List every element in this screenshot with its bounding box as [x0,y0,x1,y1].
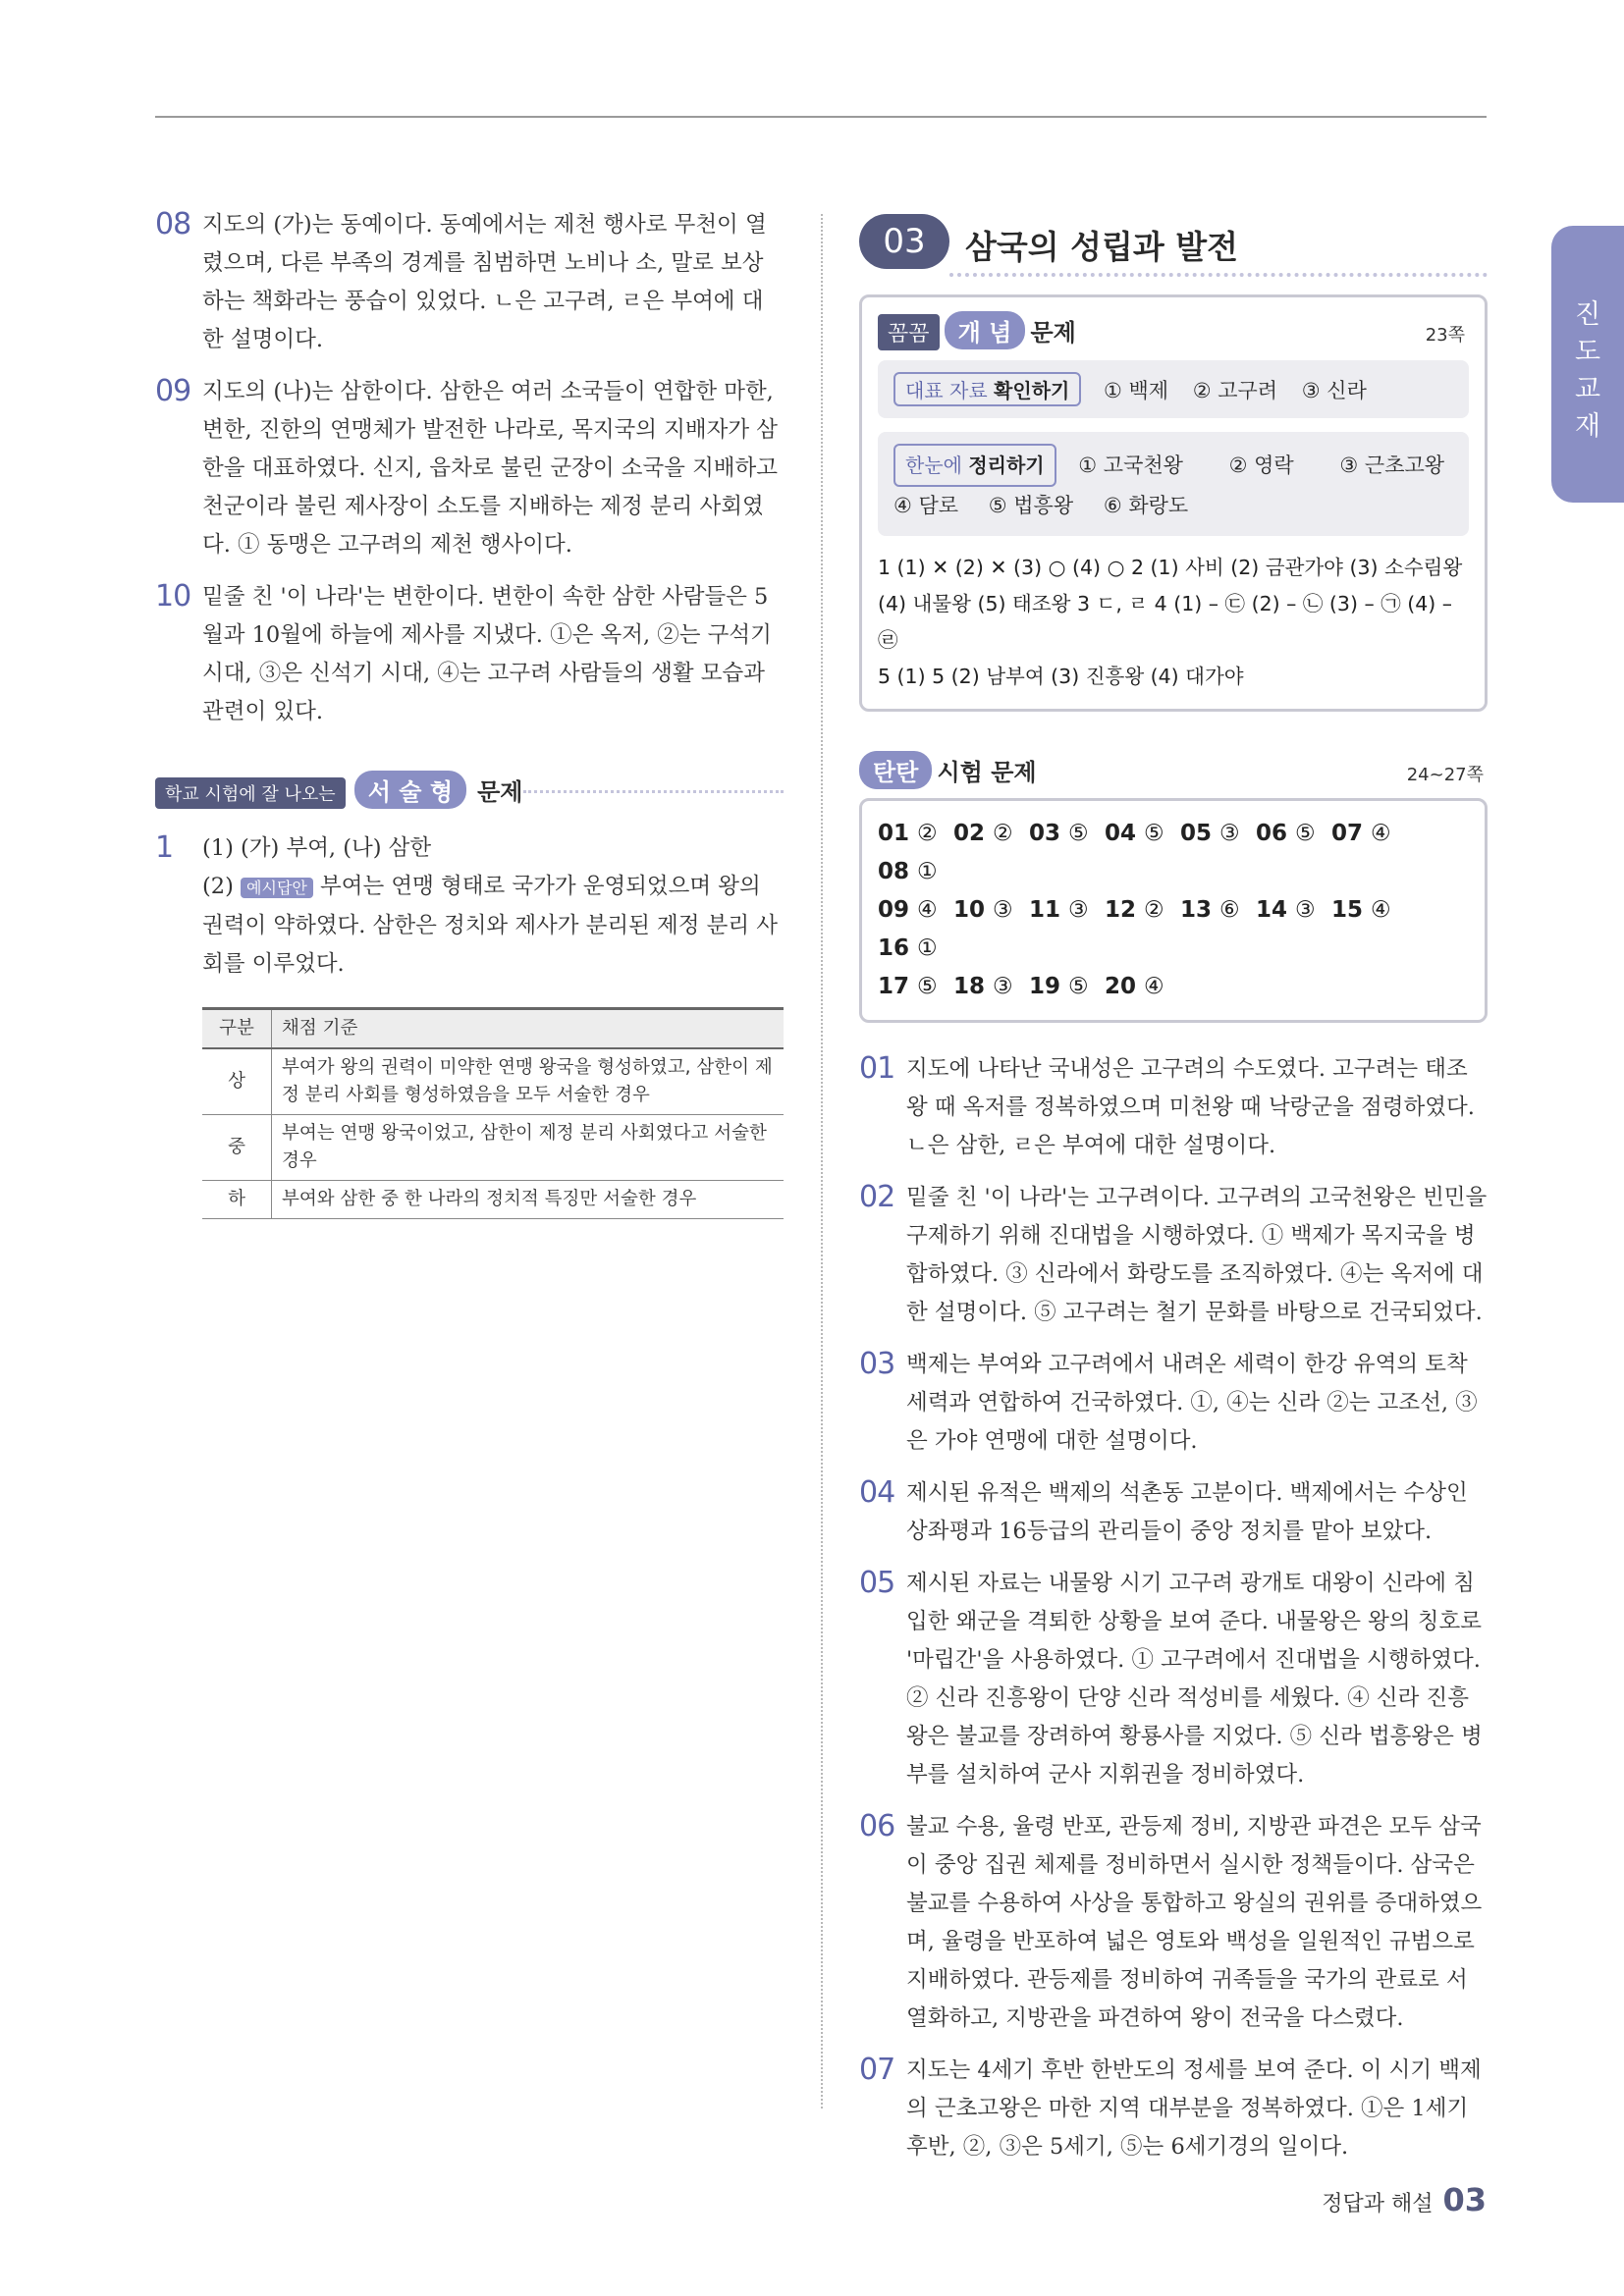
table-header: 구분 [202,1009,272,1049]
question-text: 지도는 4세기 후반 한반도의 정세를 보여 준다. 이 시기 백제의 근초고왕은 마한 지역 대부분을 정복하였다. ①은 1세기 후반, ②, ③은 5세기, ⑤는 6세기경의 일이다. [906,2057,1482,2160]
answer-row [878,968,1469,1006]
table-cell-level: 하 [202,1181,272,1219]
exam-panel-header [859,751,1488,794]
top-rule [155,116,1487,118]
chapter-header [859,214,1488,273]
answer-cell: 01 ② [878,821,938,846]
question-text: 불교 수용, 율령 반포, 관등제 정비, 지방관 파견은 모두 삼국이 중앙 집권 체제를 정비하면서 실시한 정책들이다. 삼국은 불교를 수용하여 사상을 통합하고 왕실의 권위를 증대하였으며, 율령을 반포하여 넓은 영토와 백성을 일원적인 규범으로 지배하였다. 관등제를 정비하여 귀족들을 국가의 관료로 서열화하고, 지방관을 파견하여 왕이 전국을 다스렸다. [906,1814,1483,2031]
question-number: 01 [859,1051,895,1086]
concept-panel-title [878,311,1469,354]
table-cell-level: 중 [202,1115,272,1181]
table-row [202,1048,784,1115]
answer-item: ⑤ 법흥왕 [988,494,1074,517]
concept-title: 문제 [1030,319,1076,347]
question-05 [859,1565,1488,1794]
concept-prefix: 꼼꼼 [878,314,940,350]
answer-cell: 09 ④ [878,897,938,923]
page-footer [1322,2181,1487,2218]
question-number: 06 [859,1809,895,1843]
representative-data-box [878,360,1469,418]
answer-cell: 18 ③ [953,974,1013,999]
side-tab[interactable] [1551,226,1624,503]
answer-row [878,891,1469,968]
answer-cell: 16 ① [878,935,938,961]
question-number: 08 [155,207,191,241]
answer-cell: 13 ⑥ [1180,897,1240,923]
question-06 [859,1808,1488,2038]
check-tag: 대표 자료 확인하기 [893,372,1081,406]
answer-cell: 20 ④ [1105,974,1164,999]
question-text: 밑줄 친 '이 나라'는 고구려이다. 고구려의 고국천왕은 빈민을 구제하기 위해 진대법을 시행하였다. ① 백제가 목지국을 병합하였다. ③ 신라에서 화랑도를 조직하였다. ④는 옥저에 대한 설명이다. ⑤ 고구려는 철기 문화를 바탕으로 건국되었다. [906,1185,1488,1325]
footer-label: 정답과 해설 [1322,2192,1434,2216]
essay-answer [155,829,784,984]
question-text: 제시된 자료는 내물왕 시기 고구려 광개토 대왕이 신라에 침입한 왜군을 격퇴한 상황을 보여 준다. 내물왕은 왕의 칭호로 '마립간'을 사용하였다. ① 고구려에서 진대법을 시행하였다. ② 신라 진흥왕이 단양 신라 적성비를 세웠다. ④ 신라 진흥왕은 불교를 장려하여 황룡사를 지었다. ⑤ 신라 법흥왕은 병부를 설치하여 군사 지휘권을 정비하였다. [906,1571,1483,1788]
side-tab-char: 진 [1574,299,1601,330]
answer-cell: 10 ③ [953,897,1013,923]
chapter-rule [949,269,1488,277]
answer-item: ① 백제 [1103,379,1169,402]
table-cell-criteria: 부여와 삼한 중 한 나라의 정치적 특징만 서술한 경우 [272,1181,785,1219]
answer-cell: 06 ⑤ [1256,821,1316,846]
summary-tag: 한눈에 정리하기 [893,444,1056,487]
answer-cell: 14 ③ [1256,897,1316,923]
concept-answer-line: 5 (1) 5 (2) 남부여 (3) 진흥왕 (4) 대가야 [878,665,1244,688]
question-text: 지도의 (나)는 삼한이다. 삼한은 여러 소국들이 연합한 마한, 변한, 진한의 연맹체가 발전한 나라로, 목지국의 지배자가 삼한을 대표하였다. 신지, 읍차로 불린 군장이 소국을 지배하고 천군이라 불린 제사장이 소도를 지배하는 제정 분리 사회였다. ① 동맹은 고구려의 제천 행사이다. [202,379,779,558]
table-row [202,1181,784,1219]
page-number: 03 [1442,2181,1487,2218]
question-number: 09 [155,374,191,408]
answer-cell: 08 ① [878,859,938,884]
question-09 [155,373,784,564]
exam-answer-panel [859,798,1488,1023]
table-header: 채점 기준 [272,1009,785,1049]
table-row [202,1115,784,1181]
question-number: 04 [859,1475,895,1510]
answer-item: ⑥ 화랑도 [1103,494,1189,517]
page-reference: 24~27쪽 [1406,765,1484,785]
answer-row [878,815,1469,891]
answer-cell: 03 ⑤ [1029,821,1089,846]
essay-line2: 부여는 연맹 형태로 국가가 운영되었으며 왕의 권력이 약하였다. 삼한은 정치와 제사가 분리된 제정 분리 사회를 이루었다. [202,874,779,977]
side-tab-char: 재 [1574,411,1601,442]
essay-label2: (2) [202,874,234,899]
answer-item: ③ 근초고왕 [1339,454,1445,477]
right-questions [859,1050,1488,2166]
left-column [155,206,784,1219]
essay-prefix: 학교 시험에 잘 나오는 [155,777,346,809]
right-column [859,214,1488,2180]
answer-cell: 04 ⑤ [1105,821,1164,846]
question-number: 10 [155,579,191,614]
summary-box [878,432,1469,536]
chapter-number: 03 [859,214,949,269]
table-cell-criteria: 부여가 왕의 권력이 미약한 연맹 왕국을 형성하였고, 삼한이 제정 분리 사회를 형성하였음을 모두 서술한 경우 [272,1048,785,1115]
answer-cell: 11 ③ [1029,897,1089,923]
question-03 [859,1346,1488,1461]
answer-cell: 17 ⑤ [878,974,938,999]
concept-tag: 개 념 [945,311,1026,349]
answer-item: ③ 신라 [1301,379,1367,402]
question-number: 05 [859,1566,895,1600]
essay-line1: (1) (가) 부여, (나) 삼한 [202,835,432,861]
table-cell-criteria: 부여는 연맹 왕국이었고, 삼한이 제정 분리 사회였다고 서술한 경우 [272,1115,785,1181]
question-07 [859,2052,1488,2166]
grading-table [202,1007,784,1219]
answer-cell: 19 ⑤ [1029,974,1089,999]
side-tab-char: 교 [1574,374,1601,404]
question-number: 03 [859,1347,895,1381]
answer-cell: 15 ④ [1331,897,1391,923]
side-tab-char: 도 [1574,337,1601,367]
question-number: 07 [859,2053,895,2087]
answer-item: ① 고국천왕 [1078,454,1183,477]
answer-item: ② 고구려 [1192,379,1278,402]
table-cell-level: 상 [202,1048,272,1115]
question-01 [859,1050,1488,1165]
example-answer-badge: 예시답안 [241,878,313,898]
question-text: 지도에 나타난 국내성은 고구려의 수도였다. 고구려는 태조왕 때 옥저를 정복하였으며 미천왕 때 낙랑군을 점령하였다. ㄴ은 삼한, ㄹ은 부여에 대한 설명이다. [906,1056,1475,1158]
exam-title: 시험 문제 [937,759,1037,786]
concept-panel [859,294,1488,712]
question-text: 제시된 유적은 백제의 석촌동 고분이다. 백제에서는 수상인 상좌평과 16등급의 관리들이 중앙 정치를 맡아 보았다. [906,1480,1468,1544]
essay-rule [523,790,784,793]
question-10 [155,578,784,731]
question-text: 밑줄 친 '이 나라'는 변한이다. 변한이 속한 삼한 사람들은 5월과 10월에 하늘에 제사를 지냈다. ①은 옥저, ②는 구석기 시대, ③은 신석기 시대, ④는 고구려 사람들의 생활 모습과 관련이 있다. [202,584,772,724]
answer-cell: 05 ③ [1180,821,1240,846]
essay-tag: 서 술 형 [354,771,466,809]
essay-title: 문제 [477,778,523,806]
question-text: 백제는 부여와 고구려에서 내려온 세력이 한강 유역의 토착 세력과 연합하여 건국하였다. ①, ④는 신라 ②는 고조선, ③은 가야 연맹에 대한 설명이다. [906,1352,1478,1454]
concept-answer-line: 1 (1) ✕ (2) ✕ (3) ○ (4) ○ 2 (1) 사비 (2) 금관가야 (3) 소수림왕 [878,556,1463,579]
answer-item: ② 영락 [1228,454,1294,477]
question-02 [859,1179,1488,1332]
page-reference: 23쪽 [1425,325,1465,346]
question-08 [155,206,784,359]
question-04 [859,1474,1488,1551]
answer-item: ④ 담로 [893,494,959,517]
answer-cell: 12 ② [1105,897,1164,923]
question-number: 02 [859,1180,895,1214]
concept-answer-line: (4) 내물왕 (5) 태조왕 3 ㄷ, ㄹ 4 (1) – ㉢ (2) – ㉡ (3) – ㉠ (4) – ㉣ [878,592,1453,652]
question-text: 지도의 (가)는 동예이다. 동예에서는 제천 행사로 무천이 열렸으며, 다른 부족의 경계를 침범하면 노비나 소, 말로 보상하는 책화라는 풍습이 있었다. ㄴ은 고구려, ㄹ은 부여에 대한 설명이다. [202,212,767,352]
column-divider [821,214,823,2109]
answer-cell: 07 ④ [1331,821,1391,846]
essay-number: 1 [155,830,174,865]
exam-tag: 탄탄 [859,751,932,789]
chapter-title: 삼국의 성립과 발전 [965,228,1239,266]
answer-cell: 02 ② [953,821,1013,846]
essay-section-header [155,771,784,814]
